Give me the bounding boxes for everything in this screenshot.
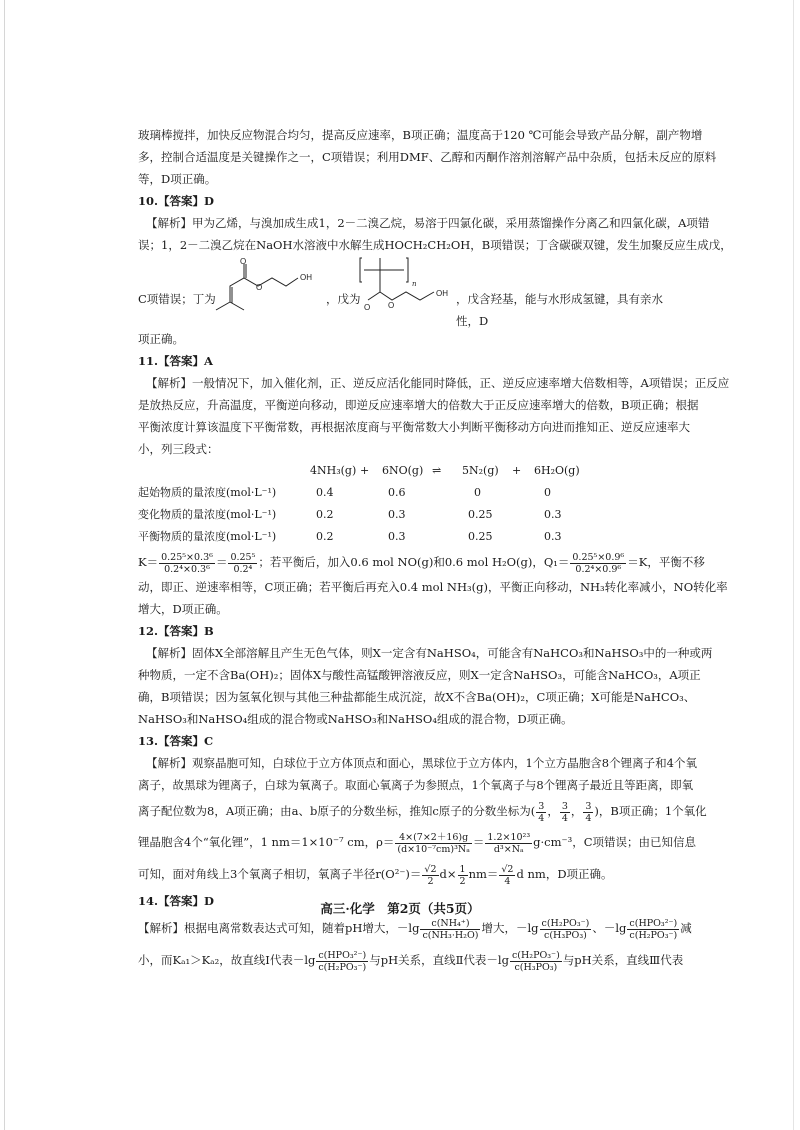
svg-text:O: O: [256, 283, 263, 292]
table-row: 起始物质的量浓度(mol·L⁻¹) 0.4 0.6 0 0: [138, 486, 551, 499]
text-line: 【解析】根据电离常数表达式可知，随着pH增大，－lg $\frac{\text{c(NH₄⁺)}}{\text{c(NH₃·H₂O)}}$ 增大，－lg $\frac{\text{c(H₂PO₃⁻)}}{\text{c(H₃PO₃)}}$ 、－lg $\frac{\text{c(HPO₃²⁻)}}{\text{c(H₂PO₃⁻)}}$ 减: [138, 917, 692, 941]
table-row: 变化物质的量浓度(mol·L⁻¹) 0.2 0.3 0.25 0.3: [138, 508, 562, 521]
radius-line: 可知，面对角线上3个氧离子相切，氧离子半径r(O²⁻)＝ $\frac{√2}{2}$ d× $\frac{1}{2}$ nm＝ $\frac{√2}{4}$ d nm，D项正确。: [138, 863, 613, 887]
coordinate-line: 离子配位数为8，A项正确；由a、b原子的分数坐标，推知c原子的分数坐标为( $\frac{3}{4}$ ， $\frac{3}{4}$ ， $\frac{3}{4}$ )，B项正确；1个氧化: [138, 800, 707, 824]
text-segment: ，戊为: [326, 292, 361, 306]
text-segment: C项错误；丁为: [138, 292, 216, 306]
text-line: 【解析】甲为乙烯，与溴加成生成1，2－二溴乙烷，易溶于四氯化碳，采用蒸馏操作分离乙和四氯化碳，A项错: [146, 216, 710, 230]
text-line: 玻璃棒搅拌，加快反应物混合均匀，提高反应速率，B项正确；温度高于120 ℃可能会导致产品分解，副产物增: [138, 128, 703, 142]
text-line: 小，列三段式：: [138, 442, 219, 456]
text-line: 项正确。: [138, 332, 184, 346]
text-segment: ，戊含羟基，能与水形成氢键，具有亲水性，D: [456, 292, 663, 328]
question-10-answer: 10.【答案】D: [138, 194, 214, 208]
svg-text:O: O: [364, 303, 371, 312]
text-line: 确，B项错误；因为氢氧化钡与其他三种盐都能生成沉淀，故X不含Ba(OH)₂，C项正确；X可能是NaHCO₃、: [138, 690, 696, 704]
question-11-answer: 11.【答案】A: [138, 354, 213, 368]
text-line: 是放热反应，升高温度，平衡逆向移动，即逆反应速率增大的倍数大于正反应速率增大的倍数，B项正确；根据: [138, 398, 699, 412]
question-12-answer: 12.【答案】B: [138, 624, 214, 638]
text-line: 【解析】一般情况下，加入催化剂，正、逆反应活化能同时降低，正、逆反应速率增大倍数相等，A项错误；正反应: [146, 376, 730, 390]
text-line: NaHSO₃和NaHSO₄组成的混合物或NaHSO₃和NaHSO₄组成的混合物，D项正确。: [138, 712, 573, 726]
text-line: 【解析】观察晶胞可知，白球位于立方体顶点和面心，黑球位于立方体内，1个立方晶胞含8个锂离子和4个氧: [146, 756, 697, 770]
text-line: 增大，D项正确。: [138, 602, 228, 616]
question-14-answer: 14.【答案】D: [138, 894, 214, 908]
structure-row: [138, 256, 678, 328]
scan-edge-left: [4, 0, 5, 1130]
text-line: 离子，故黑球为锂离子，白球为氧离子。取面心氧离子为参照点，1个氧离子与8个锂离子最近且等距离，即氧: [138, 778, 694, 792]
answer-sheet-body: [138, 124, 732, 976]
page-footer: 高三·化学 第2页（共5页）: [320, 901, 480, 916]
polymer-structure: [360, 256, 470, 326]
ice-table: [138, 460, 594, 548]
text-line: 多，控制合适温度是关键操作之一，C项错误；利用DMF、乙醇和丙酮作溶剂溶解产品中杂质，包括未反应的原料: [138, 150, 717, 164]
text-line: 平衡浓度计算该温度下平衡常数，再根据浓度商与平衡常数大小判断平衡移动方向进而推知正、逆反应速率大: [138, 420, 690, 434]
text-line: 动，即正、逆速率相等，C项正确；若平衡后再充入0.4 mol NH₃(g)，平衡正向移动，NH₃转化率减小，NO转化率: [138, 580, 728, 594]
hydroxyl-label: OH: [436, 289, 448, 298]
text-line: 【解析】固体X全部溶解且产生无色气体，则X一定含有NaHSO₄，可能含有NaHCO₃和NaHSO₃中的一种或两: [146, 646, 713, 660]
hydroxyl-label: OH: [300, 273, 312, 282]
monomer-structure: [212, 258, 324, 320]
text-line: 种物质，一定不含Ba(OH)₂；固体X与酸性高锰酸钾溶液反应，则X一定含NaHSO₃，可能含NaHCO₃，A项正: [138, 668, 701, 682]
table-row: 平衡物质的量浓度(mol·L⁻¹) 0.2 0.3 0.25 0.3: [138, 530, 562, 543]
question-13-answer: 13.【答案】C: [138, 734, 214, 748]
reaction-equation: 4NH₃(g) + 6NO(g) ⇌ 5N₂(g) + 6H₂O(g): [310, 464, 580, 477]
scan-edge-right: [793, 0, 794, 1130]
density-line: 锂晶胞含4个“氧化锂”，1 nm＝1×10⁻⁷ cm，ρ＝ $\frac{4\times(7\times 2+16)g}{\text{(d×10⁻⁷cm)³Nₐ}}$ ＝ $\frac{\text{1.2×10²³}}{\text{d³×Nₐ}}$ g·cm⁻³，C项错误；由已知信息: [138, 831, 696, 855]
text-line: 等，D项正确。: [138, 172, 217, 186]
text-line: 小，而Kₐ₁＞Kₐ₂，故直线Ⅰ代表－lg $\frac{\text{c(HPO₃²⁻)}}{\text{c(H₂PO₃⁻)}}$ 与pH关系，直线Ⅱ代表－lg $\frac{\text{c(H₂PO₃⁻)}}{\text{c(H₃PO₃)}}$ 与pH关系，直线Ⅲ代表: [138, 949, 684, 973]
svg-text:O: O: [240, 257, 247, 266]
equilibrium-constant-line: K＝ $\frac{\text{0.25⁵×0.3⁶}}{\text{0.2⁴×0.3⁶}}$ ＝ $\frac{\text{0.25⁵}}{\text{0.2⁴}}$ ；若平衡后，加入0.6 mol NO(g)和0.6 mol H₂O(g)，Q₁＝ $\frac{\text{0.25⁵×0.9⁶}}{\text{0.2⁴×0.9⁶}}$ ＝K，平衡不移: [138, 551, 705, 575]
svg-text:O: O: [388, 301, 395, 310]
text-line: 误；1，2－二溴乙烷在NaOH水溶液中水解生成HOCH₂CH₂OH，B项错误；丁含碳碳双键，发生加聚反应生成戊，: [138, 238, 732, 252]
repeat-n: n: [412, 280, 417, 288]
